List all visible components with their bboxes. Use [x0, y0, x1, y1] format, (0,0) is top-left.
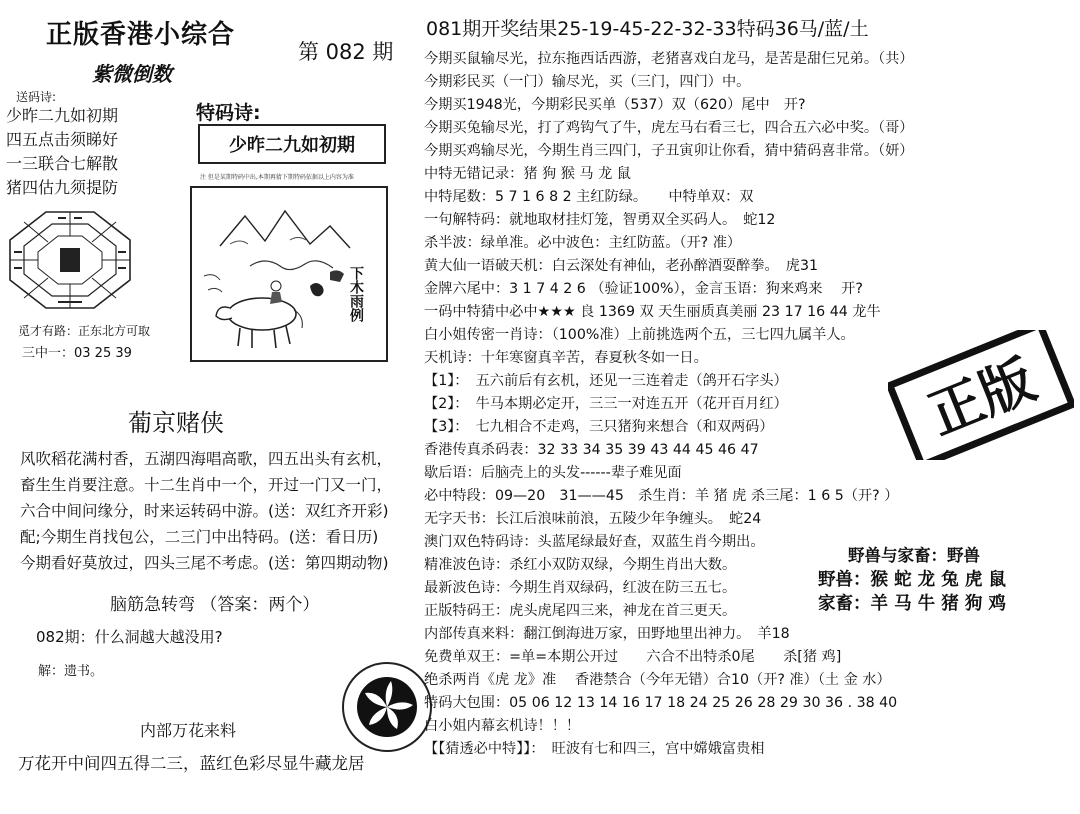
secret-poem-label: 送码诗: — [16, 90, 57, 104]
tip-line: 最新波色诗：今期生肖双绿码，红波在防三五七。 — [424, 580, 737, 596]
tip-line: 白小姐传密一肖诗：（100%准）上前挑选两个五，三七四九属羊人。 — [424, 327, 855, 343]
puzzle-line: 畜生生肖要注意。十二生肖中一个，开过一门又一门， — [20, 476, 393, 494]
tip-line: 免费单双王：=单=本期公开过 六合不出特杀0尾 杀[猪 鸡] — [424, 649, 842, 665]
riddle-title: 脑筋急转弯 （答案：两个） — [110, 595, 320, 615]
tip-line: 精准波色诗：杀红小双防双绿，今期生肖出大数。 — [424, 557, 737, 573]
bagua-diagram — [8, 210, 132, 310]
lucky-direction: 觅才有路：正东北方可取 — [18, 324, 151, 338]
tip-line: 一句解特码：就地取材挂灯笼，智勇双全买码人。 蛇12 — [424, 212, 776, 228]
tip-line: 今期买兔输尽光，打了鸡钩气了牛，虎左马右看三七，四合五六必中奖。（哥） — [424, 120, 914, 136]
puzzle-title: 葡京赌侠 — [128, 409, 224, 437]
tip-line: 黄大仙一语破天机：白云深处有神仙，老孙醉酒耍醉拳。 虎31 — [424, 258, 819, 274]
puzzle-line: 六合中间问缘分，时来运转码中游。(送：双红齐开彩) — [20, 502, 389, 520]
authentic-stamp — [888, 330, 1074, 460]
special-poem-box: 少昨二九如初期 — [198, 124, 386, 164]
secret-poem-line: 猪四估九须提防 — [6, 178, 119, 197]
tip-line: 今期买鼠输尽光，拉东拖西话西游，老猪喜戏白龙马，是苦是甜仨兄弟。（共） — [424, 51, 914, 67]
puzzle-line: 风吹稻花满村香，五湖四海唱高歌，四五出头有玄机， — [20, 450, 393, 468]
puzzle-line: 今期看好莫放过，四头三尾不考虑。(送：第四期动物) — [20, 554, 389, 572]
ox-landscape-picture — [190, 186, 388, 362]
secret-poem — [6, 104, 118, 200]
tip-line: 香港传真杀码表：32 33 34 35 39 43 44 45 46 47 — [424, 442, 759, 458]
riddle-answer: 解：遗书。 — [38, 664, 104, 679]
tip-line: 金牌六尾中：3 1 7 4 2 6 （验证100%），金言玉语：狗来鸡来 开? — [424, 281, 863, 297]
tip-line: 特码大包围：05 06 12 13 14 16 17 18 24 25 26 28 29 30 36 . 38 40 — [424, 695, 898, 711]
tip-line: 今期买1948光，今期彩民买单（537）双（620）尾中 开? — [424, 97, 806, 113]
domestic-animals: 家畜：羊 马 牛 猪 狗 鸡 — [818, 594, 1006, 614]
flower-text: 万花开中间四五得二三，蓝红色彩尽显牛藏龙居 — [18, 754, 365, 773]
tip-line: 歇后语：后脑壳上的头发------辈子难见面 — [424, 465, 682, 481]
wild-animals: 野兽：猴 蛇 龙 兔 虎 鼠 — [818, 570, 1006, 590]
tip-line: 【2】： 牛马本期必定开，三三一对连五开（花开百月红） — [424, 396, 788, 412]
tip-line: 一码中特猜中必中★★★ 良 1369 双 天生丽质真美丽 23 17 16 44 龙牛 — [424, 304, 881, 320]
tip-line: 必中特段：09—20 31——45 杀生肖：羊 猪 虎 杀三尾：1 6 5（开? ） — [424, 488, 899, 504]
tip-line: 今期买鸡输尽光，今期生肖三四门，子丑寅卯让你看，猜中猜码喜非常。（妍） — [424, 143, 914, 159]
tip-line: 内部传真来料：翻江倒海进万家，田野地里出神力。 羊18 — [424, 626, 790, 642]
tip-line: 杀半波：绿单准。必中波色：主红防蓝。（开? 准） — [424, 235, 742, 251]
tip-line: 【1】： 五六前后有玄机，还见一三连着走（鸽开石字头） — [424, 373, 788, 389]
tip-line: 白小姐内幕玄机诗！！！ — [424, 718, 581, 734]
stamp-text: 正版 — [919, 346, 1044, 447]
animals-title: 野兽与家畜：野兽 — [848, 546, 980, 565]
tip-line: 中特尾数：5 7 1 6 8 2 主红防绿。 中特单双：双 — [424, 189, 754, 205]
page-subtitle: 紫微倒数 — [92, 62, 172, 86]
results-header: 081期开奖结果25-19-45-22-32-33特码36马/蓝/土 — [426, 18, 869, 40]
tip-line: 今期彩民买（一门）输尽光，买（三门，四门）中。 — [424, 74, 751, 90]
flower-title: 内部万花来料 — [140, 721, 237, 740]
secret-poem-line: 一三联合七解散 — [6, 154, 119, 173]
three-in-one: 三中一：03 25 39 — [22, 346, 132, 361]
puzzle-line: 配;今期生肖找包公，二三门中出特码。(送：看日历) — [20, 528, 379, 546]
tip-line: 无字天书：长江后浪味前浪，五陵少年争缠头。 蛇24 — [424, 511, 762, 527]
page-title: 正版香港小综合 — [46, 20, 236, 50]
tip-line: 正版特码王：虎头虎尾四三来，神龙在首三更天。 — [424, 603, 737, 619]
tip-line: 【【猜透必中特】】： 旺波有七和四三，宫中嫦娥富贵相 — [424, 741, 765, 757]
issue-number: 第 082 期 — [298, 40, 394, 64]
riddle-question: 082期：什么洞越大越没用? — [36, 628, 223, 646]
bauhinia-emblem-icon — [340, 660, 434, 754]
secret-poem-line: 少昨二九如初期 — [6, 106, 119, 125]
special-poem-label: 特码诗: — [196, 102, 261, 124]
tip-line: 【3】： 七九相合不走鸡，三只猪狗来想合（和双两码） — [424, 419, 774, 435]
tip-line: 澳门双色特码诗：头蓝尾绿最好查，双蓝生肖今期出。 — [424, 534, 765, 550]
tip-line: 中特无错记录：猪 狗 猴 马 龙 鼠 — [424, 166, 631, 182]
tip-line: 天机诗：十年寒窗真辛苦，春夏秋冬如一日。 — [424, 350, 708, 366]
tip-line: 绝杀两肖《虎 龙》准 香港禁合（今年无错）合10（开? 准）（土 金 水） — [424, 672, 891, 688]
secret-poem-line: 四五点击须睇好 — [6, 130, 119, 149]
fineprint-note: 注 但是某期特码中出,本期再猜下期特码依据以上内容为准 — [200, 174, 354, 181]
picture-caption: 下木雨例 — [348, 266, 364, 322]
